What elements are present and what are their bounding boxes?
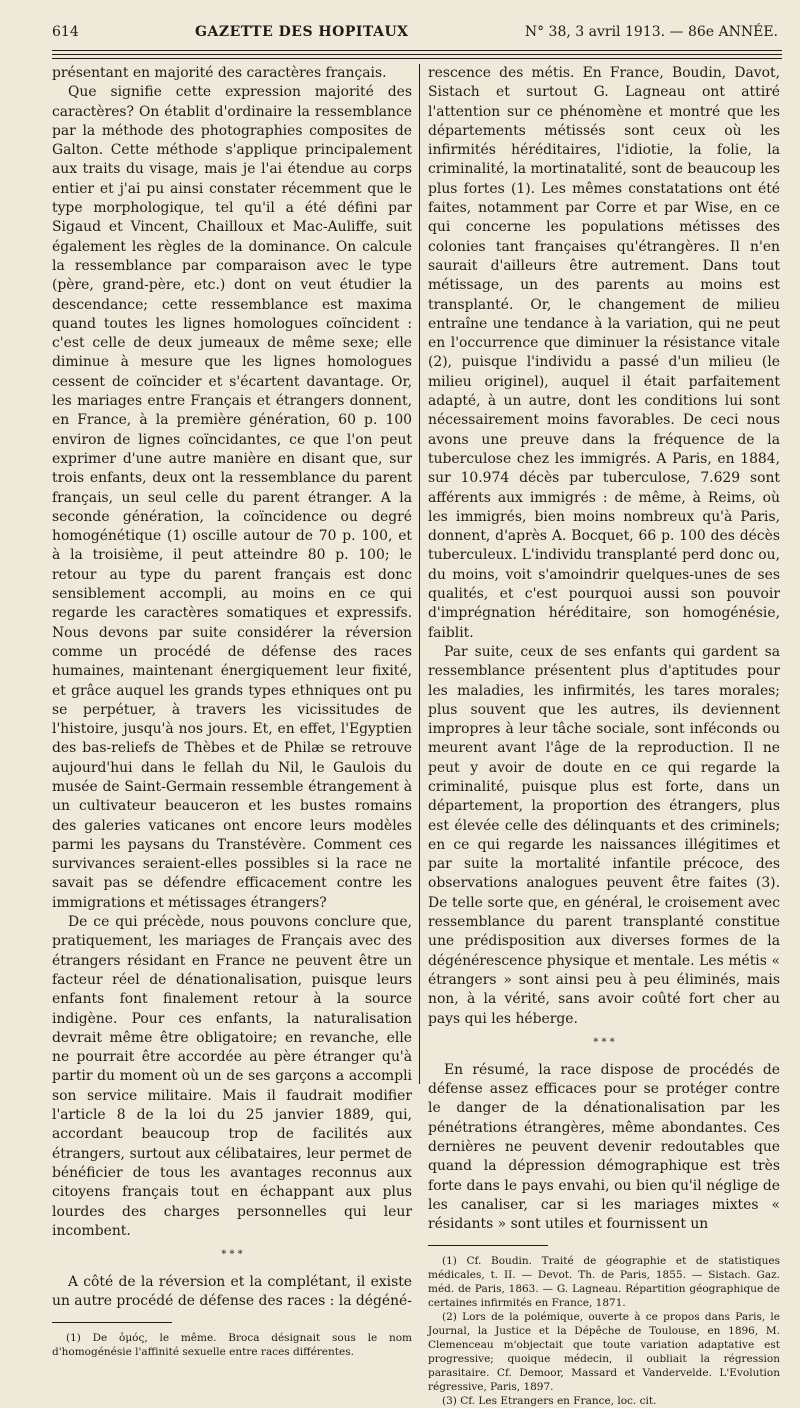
footnotes [52, 1331, 412, 1359]
footnote: (2) Lors de la polémique, ouverte à ce propos dans Paris, le Journal, la Justice et la Dépêche de Toulouse, en 1896, M. Clemenceau m'objectait que toute variation adaptative est progressive; quoique médecin, il oubliait la régression parasitaire. Cf. Demoor, Massard et Vandervelde. L'Evolution régressive, Paris, 1897. [428, 1310, 780, 1393]
paragraph: Par suite, ceux de ses enfants qui gardent sa ressemblance présentent plus d'aptitudes pour les maladies, les infirmités, les tares morales; plus souvent que les autres, ils deviennent impropres à leur tâche sociale, sont inféconds ou meurent avant l'âge de la reproduction. Il ne peut y avoir de doute en ce qui regarde la criminalité, puisque plus est forte, dans un département, la proportion des étrangers, plus est élevée celle des délinquants et des criminels; en ce qui regarde les naissances illégitimes et par suite la mortalité infantile précoce, des observations analogues peuvent être faites (3). De telle sorte que, en général, le croisement avec ressemblance du parent transplanté constitue une prédisposition aux diverses formes de la dégénérescence physique et mentale. Les métis « étrangers » sont ainsi peu à peu éliminés, mais non, à la vérité, sans avoir coûté fort cher au pays qui les héberge. [428, 643, 780, 1027]
section-asterism: * * * [221, 1249, 243, 1261]
footnotes [428, 1254, 780, 1408]
page-number: 614 [52, 24, 79, 40]
header-rule [52, 54, 782, 55]
footnote-rule [428, 1245, 548, 1246]
footnote-rule [52, 1322, 172, 1323]
header-rule [52, 58, 782, 59]
footnote: (1) De ὁμός, le même. Broca désignait sous le nom d'homogénésie l'affinité sexuelle entre races différentes. [52, 1331, 412, 1358]
paragraph: présentant en majorité des caractères français. [52, 65, 387, 81]
footnote: (1) Cf. Boudin. Traité de géographie et de statistiques médicales, t. II. — Devot. Th. de Paris, 1855. — Sistach. Gaz. méd. de Paris, 1863. — G. Lagneau. Répartition géographique de certaines infirmités en France, 1871. [428, 1254, 780, 1309]
footnote: (3) Cf. Les Etrangers en France, loc. cit. [442, 1394, 657, 1407]
paragraph: En résumé, la race dispose de procédés de défense assez efficaces pour se protéger contre le danger de la dénationalisation par les pénétrations étrangères, même abondantes. Ces dernières ne peuvent devenir redoutables que quand la dépression démographique est très forte dans le pays envahi, ou bien qu'il néglige de les canaliser, car si les mariages mixtes « résidants » sont utiles et fournissent un [428, 1061, 780, 1233]
section-asterism: * * * [593, 1036, 615, 1048]
paragraph: A côté de la réversion et la complétant, il existe un autre procédé de défense des races : la dégéné- [52, 1274, 412, 1310]
header-rule [52, 50, 782, 51]
paragraph: rescence des métis. En France, Boudin, Davot, Sistach et surtout G. Lagneau ont attiré l'attention sur ce phénomène et montré que les départements métissés sont ceux où les infirmités héréditaires, l'idiotie, la folie, la criminalité, la mortinatalité, sont de beaucoup les plus fortes (1). Les mêmes constatations ont été faites, notamment par Corre et par Wise, en ce qui concerne les populations métisses des colonies tant françaises qu'étrangères. Il n'en saurait d'ailleurs être autrement. Dans tout métissage, un des parents au moins est transplanté. Or, le changement de milieu entraîne une tendance à la variation, qui ne peut en l'occurrence que diminuer la résistance vitale (2), puisque l'individu a passé d'un milieu (le milieu originel), auquel il était parfaitement adapté, à un autre, dont les conditions lui sont nécessairement moins favorables. De ceci nous avons une preuve dans la fréquence de la tuberculose chez les immigrés. A Paris, en 1884, sur 10.974 décès par tuberculose, 7.629 sont afférents aux immigrés : de même, à Reims, où les immigrés, bien moins nombreux qu'à Paris, donnent, d'après A. Bocquet, 66 p. 100 des décès tuberculeux. L'individu transplanté perd donc ou, du moins, voit s'amoindrir quelques-unes de ses qualités, et c'est pourquoi aussi son pouvoir d'imprégnation héréditaire, son homogénésie, faiblit. [428, 65, 780, 641]
paragraph: Que signifie cette expression majorité des caractères? On établit d'ordinaire la ressemblance par la méthode des photographies composites de Galton. Cette méthode s'applique principalement aux traits du visage, mais je l'ai étendue au corps entier et j'ai pu ainsi constater récemment que le type morphologique, tel qu'il a été défini par Sigaud et Vincent, Chailloux et Mac-Auliffe, suit également les règles de la dominance. On calcule la ressemblance par comparaison avec le type (père, grand-père, etc.) dont on veut étudier la descendance; cette ressemblance est maxima quand toutes les lignes homologues coïncident : c'est celle de deux jumeaux de même sexe; elle diminue à mesure que les lignes homologues cessent de coïncider et s'écartent davantage. Or, les mariages entre Français et étrangers donnent, en France, à la première génération, 60 p. 100 environ de lignes coïncidantes, ce que l'on peut exprimer d'une autre manière en disant que, sur trois enfants, deux ont la ressemblance du parent français, un seul celle du parent étranger. A la seconde génération, la coïncidence ou degré homogénétique (1) oscille autour de 70 p. 100, et à la troisième, il peut atteindre 80 p. 100; le retour au type du parent français est donc sensiblement accompli, au moins en ce qui regarde les caractères somatiques et expressifs. Nous devons par suite considérer la réversion comme un procédé de défense des races humaines, maintenant énergiquement leur fixité, et grâce auquel les grands types ethniques ont pu se perpétuer, à travers les vicissitudes de l'histoire, jusqu'à nos jours. Et, en effet, l'Egyptien des bas-reliefs de Thèbes et de Philæ se retrouve aujourd'hui dans le fellah du Nil, le Gaulois du musée de Saint-Germain ressemble étrangement à un cultivateur beauceron et les bustes romains des galeries vaticanes ont encore leurs modèles parmi les paysans du Transtévère. Comment ces survivances seraient-elles possibles si la race ne savait pas se défendre efficacement contre les immigrations et métissages étrangers? [52, 84, 412, 911]
left-column [52, 64, 412, 1358]
page-header [52, 24, 778, 46]
column-divider [419, 64, 420, 1084]
paragraph: De ce qui précède, nous pouvons conclure que, pratiquement, les mariages de Français avec des étrangers résidant en France ne peuvent être un facteur réel de dénationalisation, puisque leurs enfants font finalement retour à la source indigène. Pour ces enfants, la naturalisation devrait même être obligatoire; en revanche, elle ne pourrait être accordée au père étranger qu'à partir du moment où un de ses garçons a accompli son service militaire. Mais il faudrait modifier l'article 8 de la loi du 25 janvier 1889, qui, accordant beaucoup trop de facilités aux étrangers, surtout aux célibataires, leur permet de bénéficier de tous les avantages reconnus aux citoyens français tout en échappant aux plus lourdes des charges personnelles qui leur incombent. [52, 914, 412, 1239]
journal-title: GAZETTE DES HOPITAUX [195, 24, 409, 40]
right-column [428, 64, 780, 1407]
issue-info: N° 38, 3 avril 1913. — 86e ANNÉE. [524, 24, 778, 40]
